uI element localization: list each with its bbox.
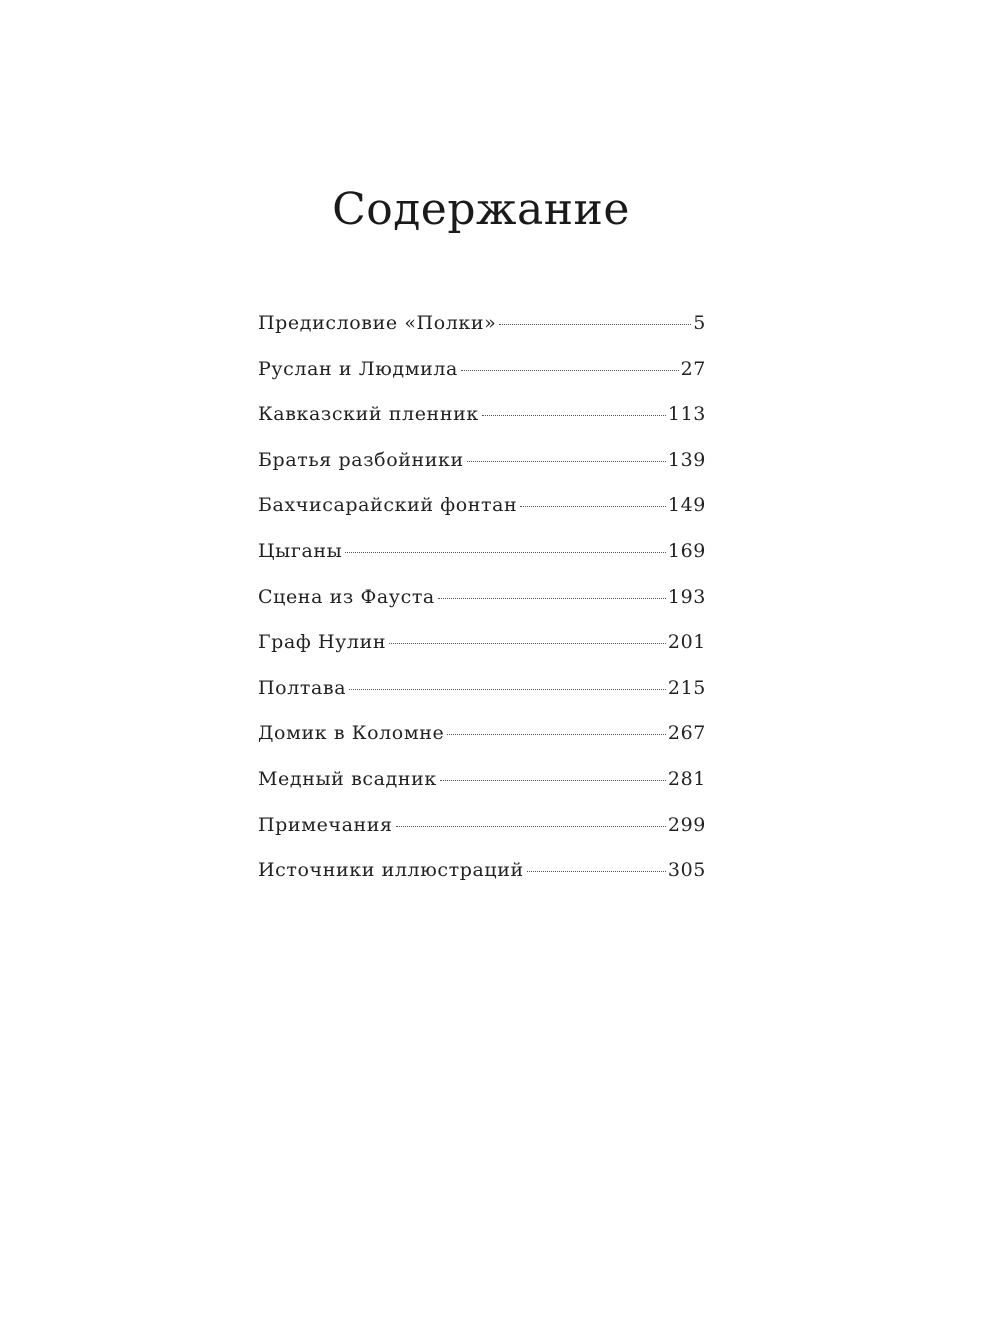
toc-entry-page: 201 [667,631,706,654]
toc-entry-page: 193 [667,585,706,608]
dot-leader [467,461,666,462]
dot-leader [499,324,691,325]
toc-entry [258,631,706,677]
toc-entry [258,859,706,905]
toc-entry-page: 27 [680,357,706,380]
toc-entry-label: Примечания [258,813,393,836]
toc-entry-label: Медный всадник [258,767,437,790]
page-title: Содержание [332,184,630,235]
toc-entry-page: 299 [667,813,706,836]
table-of-contents [258,312,706,905]
toc-entry [258,722,706,768]
toc-entry-label: Братья разбойники [258,448,464,471]
dot-leader [461,370,679,371]
toc-entry-page: 149 [667,494,706,517]
dot-leader [440,780,666,781]
toc-entry-page: 169 [667,539,706,562]
toc-entry-label: Предисловие «Полки» [258,312,497,334]
toc-entry [258,403,706,449]
toc-entry [258,586,706,632]
toc-entry [258,449,706,495]
toc-entry-label: Сцена из Фауста [258,585,435,608]
toc-entry-page: 267 [667,722,706,745]
toc-entry-label: Цыганы [258,539,343,562]
toc-entry-page: 215 [667,676,706,699]
toc-entry-label: Домик в Коломне [258,722,445,745]
dot-leader [349,689,666,690]
dot-leader [482,415,666,416]
toc-entry [258,540,706,586]
toc-entry [258,814,706,860]
dot-leader [447,734,666,735]
toc-entry-label: Полтава [258,676,347,699]
toc-entry-page: 5 [693,312,706,334]
dot-leader [438,598,666,599]
toc-entry-page: 113 [667,403,706,426]
toc-entry [258,358,706,404]
toc-entry [258,312,706,358]
toc-entry [258,494,706,540]
toc-entry-label: Бахчисарайский фонтан [258,494,518,517]
dot-leader [527,871,666,872]
dot-leader [389,643,666,644]
dot-leader [520,506,666,507]
toc-entry-label: Кавказский пленник [258,403,479,426]
dot-leader [345,552,666,553]
toc-entry-page: 281 [667,767,706,790]
toc-entry [258,768,706,814]
toc-entry-label: Граф Нулин [258,631,387,654]
toc-entry-label: Источники иллюстраций [258,859,524,882]
toc-entry [258,677,706,723]
toc-entry-page: 139 [667,448,706,471]
toc-entry-page: 305 [667,859,706,882]
dot-leader [396,826,666,827]
toc-entry-label: Руслан и Людмила [258,357,458,380]
